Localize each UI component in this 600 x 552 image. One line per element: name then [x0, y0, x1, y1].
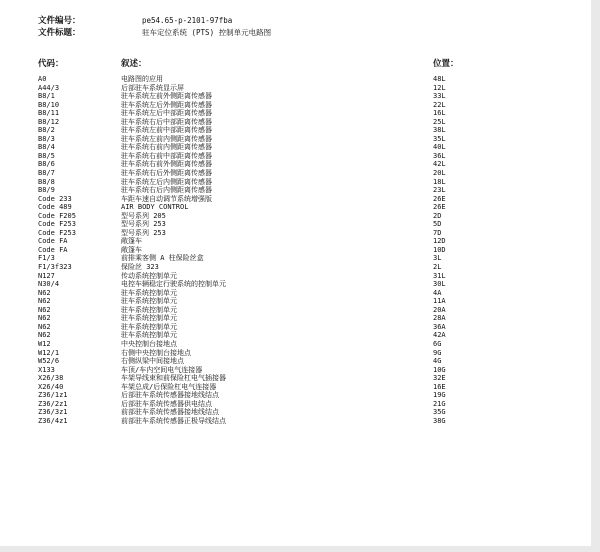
- row-position: 48L: [433, 75, 446, 83]
- component-table: [0, 75, 591, 425]
- row-code: B8/8: [38, 177, 55, 186]
- table-row: [0, 92, 591, 101]
- table-row: [0, 101, 591, 110]
- table-row: [0, 160, 591, 169]
- table-row: [0, 237, 591, 246]
- row-description[interactable]: 驻车系统右前中部距离传感器: [121, 151, 212, 160]
- row-code: B8/7: [38, 169, 55, 178]
- column-header-position: 位置：: [433, 59, 459, 69]
- row-code: X26/38: [38, 374, 64, 383]
- row-code: Code FA: [38, 245, 68, 254]
- row-position: 38G: [433, 416, 446, 425]
- row-code: B8/1: [38, 92, 55, 101]
- row-description[interactable]: 驻车系统控制单元: [121, 305, 177, 314]
- row-description[interactable]: 驻车系统右前内侧距离传感器: [121, 143, 212, 152]
- row-description[interactable]: 前排乘客侧 A 柱保险丝盒: [121, 254, 204, 263]
- table-row: [0, 195, 591, 204]
- row-description[interactable]: 前部驻车系统传感器正极导线结点: [121, 416, 226, 425]
- table-row: [0, 152, 591, 161]
- row-description[interactable]: 电路图的应用: [121, 75, 163, 83]
- row-description[interactable]: 电控车辆稳定行驶系统的控制单元: [121, 280, 226, 289]
- table-row: [0, 135, 591, 144]
- table-row: [0, 263, 591, 272]
- row-position: 16L: [433, 109, 446, 118]
- row-code: W12/1: [38, 348, 60, 357]
- row-code: B8/2: [38, 126, 55, 135]
- table-row: [0, 383, 591, 392]
- row-position: 6G: [433, 339, 442, 348]
- table-row: [0, 229, 591, 238]
- row-description[interactable]: 驻车系统左前外侧距离传感器: [121, 92, 212, 101]
- row-position: 36L: [433, 151, 446, 160]
- row-description[interactable]: 车距车速自动调节系统增强版: [121, 194, 212, 203]
- row-description[interactable]: AIR BODY CONTROL: [121, 203, 189, 212]
- table-row: [0, 118, 591, 127]
- column-header-code: 代码：: [38, 59, 64, 69]
- row-code: Code 233: [38, 194, 72, 203]
- row-description[interactable]: 驻车系统右前外侧距离传感器: [121, 160, 212, 169]
- row-position: 10G: [433, 365, 446, 374]
- row-description[interactable]: 驻车系统左后中部距离传感器: [121, 109, 212, 118]
- row-description[interactable]: 驻车系统控制单元: [121, 331, 177, 340]
- row-position: 2L: [433, 263, 442, 272]
- row-description[interactable]: 右侧纵梁中间接地点: [121, 357, 184, 366]
- row-position: 42A: [433, 331, 446, 340]
- row-position: 35G: [433, 408, 446, 417]
- row-code: B8/11: [38, 109, 60, 118]
- table-row: [0, 75, 591, 84]
- table-row: [0, 272, 591, 281]
- row-position: 2D: [433, 211, 442, 220]
- row-position: 40L: [433, 143, 446, 152]
- row-position: 33L: [433, 92, 446, 101]
- row-description[interactable]: 保险丝 323: [121, 263, 159, 272]
- row-code: A0: [38, 75, 47, 83]
- row-code: Z36/4z1: [38, 416, 68, 425]
- table-row: [0, 186, 591, 195]
- row-position: 23L: [433, 186, 446, 195]
- row-position: 16E: [433, 382, 446, 391]
- row-position: 19G: [433, 391, 446, 400]
- row-position: 7D: [433, 228, 442, 237]
- table-row: [0, 289, 591, 298]
- table-row: [0, 314, 591, 323]
- row-position: 18L: [433, 177, 446, 186]
- row-code: A44/3: [38, 83, 60, 92]
- row-position: 35L: [433, 134, 446, 143]
- row-position: 3L: [433, 254, 442, 263]
- table-row: [0, 109, 591, 118]
- row-position: 26E: [433, 203, 446, 212]
- row-position: 30L: [433, 280, 446, 289]
- row-code: Code F253: [38, 220, 76, 229]
- row-position: 32E: [433, 374, 446, 383]
- row-position: 10D: [433, 245, 446, 254]
- row-description[interactable]: 敞篷车: [121, 237, 142, 246]
- row-code: B8/9: [38, 186, 55, 195]
- row-code: B8/4: [38, 143, 55, 152]
- row-code: N30/4: [38, 280, 60, 289]
- row-description[interactable]: 驻车系统左后内侧距离传感器: [121, 177, 212, 186]
- row-description[interactable]: 驻车系统右后外侧距离传感器: [121, 169, 212, 178]
- row-position: 25L: [433, 117, 446, 126]
- row-code: Code F205: [38, 211, 76, 220]
- table-row: [0, 212, 591, 221]
- table-row: [0, 306, 591, 315]
- table-row: [0, 203, 591, 212]
- row-code: N62: [38, 297, 51, 306]
- table-row: [0, 349, 591, 358]
- row-description[interactable]: 驻车系统左前中部距离传感器: [121, 126, 212, 135]
- row-description[interactable]: 驻车系统左前内侧距离传感器: [121, 134, 212, 143]
- doc-title-value: 驻车定位系统 (PTS) 控制单元电路图: [142, 28, 272, 37]
- table-row: [0, 331, 591, 340]
- row-code: B8/6: [38, 160, 55, 169]
- row-position: 12L: [433, 83, 446, 92]
- row-description[interactable]: 中央控制台接地点: [121, 339, 177, 348]
- table-row: [0, 374, 591, 383]
- row-description[interactable]: 驻车系统控制单元: [121, 322, 177, 331]
- row-description[interactable]: 车顶/车内空间电气连接器: [121, 365, 203, 374]
- row-description[interactable]: 驻车系统右后内侧距离传感器: [121, 186, 212, 195]
- doc-number-value: pe54.65-p-2101-97fba: [142, 16, 233, 25]
- row-description[interactable]: 传动系统控制单元: [121, 271, 177, 280]
- row-code: W52/6: [38, 357, 60, 366]
- table-row: [0, 391, 591, 400]
- row-code: Z36/1z1: [38, 391, 68, 400]
- table-row: [0, 143, 591, 152]
- table-row: [0, 357, 591, 366]
- column-header-description: 叙述：: [121, 59, 147, 69]
- row-position: 36A: [433, 322, 446, 331]
- row-position: 5D: [433, 220, 442, 229]
- row-position: 21G: [433, 399, 446, 408]
- table-row: [0, 126, 591, 135]
- table-row: [0, 169, 591, 178]
- table-row: [0, 246, 591, 255]
- table-row: [0, 400, 591, 409]
- row-code: B8/12: [38, 117, 60, 126]
- row-code: Code 489: [38, 203, 72, 212]
- row-position: 20A: [433, 305, 446, 314]
- row-code: B8/5: [38, 151, 55, 160]
- row-code: Z36/3z1: [38, 408, 68, 417]
- row-code: N62: [38, 331, 51, 340]
- row-position: 12D: [433, 237, 446, 246]
- row-description[interactable]: 后部驻车系统传感器接地线结点: [121, 391, 219, 400]
- row-code: N127: [38, 271, 55, 280]
- row-description[interactable]: 型号系列 205: [121, 211, 166, 220]
- row-description[interactable]: 驻车系统控制单元: [121, 297, 177, 306]
- row-position: 42L: [433, 160, 446, 169]
- row-code: N62: [38, 288, 51, 297]
- table-row: [0, 323, 591, 332]
- row-code: F1/3: [38, 254, 55, 263]
- table-row: [0, 220, 591, 229]
- table-row: [0, 417, 591, 426]
- row-position: 31L: [433, 271, 446, 280]
- row-description[interactable]: 后部驻车系统显示屏: [121, 83, 184, 92]
- row-description[interactable]: 车架导线束和前保险杠电气插接器: [121, 374, 226, 383]
- doc-title-label: 文件标题：: [38, 28, 81, 38]
- row-code: B8/10: [38, 100, 60, 109]
- row-position: 20L: [433, 169, 446, 178]
- row-description[interactable]: 右侧中央控制台接地点: [121, 348, 191, 357]
- table-row: [0, 178, 591, 187]
- table-row: [0, 340, 591, 349]
- doc-number-row: [38, 16, 232, 26]
- table-row: [0, 297, 591, 306]
- row-description[interactable]: 驻车系统控制单元: [121, 288, 177, 297]
- row-description[interactable]: 后部驻车系统传感器供电结点: [121, 399, 212, 408]
- row-description[interactable]: 型号系列 253: [121, 220, 166, 229]
- table-row: [0, 366, 591, 375]
- row-description[interactable]: 型号系列 253: [121, 228, 166, 237]
- row-code: Code F253: [38, 228, 76, 237]
- row-code: N62: [38, 322, 51, 331]
- row-description[interactable]: 敞篷车: [121, 245, 142, 254]
- row-position: 4G: [433, 357, 442, 366]
- row-code: Code FA: [38, 237, 68, 246]
- row-description[interactable]: 驻车系统左后外侧距离传感器: [121, 100, 212, 109]
- row-description[interactable]: 驻车系统右后中部距离传感器: [121, 117, 212, 126]
- row-position: 22L: [433, 100, 446, 109]
- doc-number-label: 文件编号：: [38, 16, 81, 26]
- row-description[interactable]: 车架总成/后保险杠电气连接器: [121, 382, 217, 391]
- row-position: 4A: [433, 288, 442, 297]
- row-position: 26E: [433, 194, 446, 203]
- table-row: [0, 84, 591, 93]
- row-code: X26/40: [38, 382, 64, 391]
- row-code: B8/3: [38, 134, 55, 143]
- row-code: Z36/2z1: [38, 399, 68, 408]
- row-code: N62: [38, 314, 51, 323]
- doc-title-row: [38, 28, 271, 38]
- row-description[interactable]: 驻车系统控制单元: [121, 314, 177, 323]
- row-position: 9G: [433, 348, 442, 357]
- table-row: [0, 254, 591, 263]
- row-description[interactable]: 前部驻车系统传感器接地线结点: [121, 408, 219, 417]
- row-code: X133: [38, 365, 55, 374]
- row-code: N62: [38, 305, 51, 314]
- table-row: [0, 408, 591, 417]
- row-position: 28A: [433, 314, 446, 323]
- row-code: W12: [38, 339, 51, 348]
- table-row: [0, 280, 591, 289]
- row-position: 38L: [433, 126, 446, 135]
- row-position: 11A: [433, 297, 446, 306]
- row-code: F1/3f323: [38, 263, 72, 272]
